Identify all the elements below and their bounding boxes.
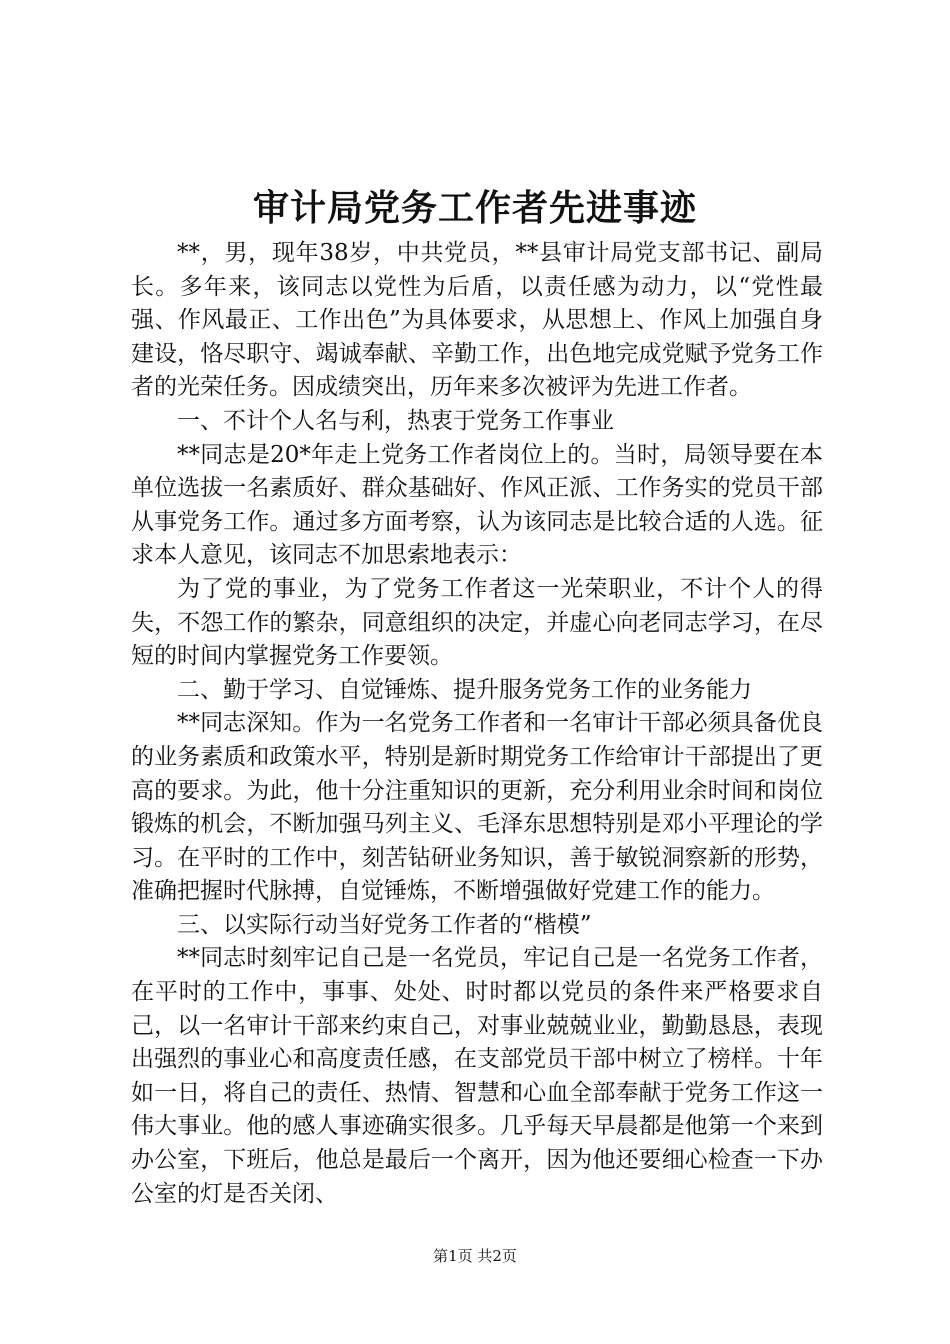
section-heading-1: 一、不计个人名与利，热衷于党务工作事业 <box>177 407 614 434</box>
section-heading-2: 二、勤于学习、自觉锤炼、提升服务党务工作的业务能力 <box>177 676 752 703</box>
page-footer: 第1页 共2页 <box>433 1247 517 1265</box>
paragraph-quote: 为了党的事业，为了党务工作者这一光荣职业，不计个人的得失，不怨工作的繁杂，同意组织的决定，并虚心向老同志学习，在尽短的时间内掌握党务工作要领。 <box>131 575 823 670</box>
paragraph-section-3: **同志时刻牢记自己是一名党员，牢记自己是一名党务工作者，在平时的工作中，事事、处处、时时都以党员的条件来严格要求自己，以一名审计干部来约束自己，对事业兢兢业业，勤勤恳恳，表现出强烈的事业心和高度责任感，在支部党员干部中树立了榜样。十年如一日，将自己的责任、热情、智慧和心血全部奉献于党务工作这一伟大事业。他的感人事迹确实很多。几乎每天早晨都是他第一个来到办公室，下班后，他总是最后一个离开，因为他还要细心检查一下办公室的灯是否关闭、 <box>131 945 823 1207</box>
paragraph-section-2: **同志深知。作为一名党务工作者和一名审计干部必须具备优良的业务素质和政策水平，特别是新时期党务工作给审计干部提出了更高的要求。为此，他十分注重知识的更新，充分利用业余时间和岗位锻炼的机会，不断加强马列主义、毛泽东思想特别是邓小平理论的学习。在平时的工作中，刻苦钻研业务知识，善于敏锐洞察新的形势，准确把握时代脉搏，自觉锤炼，不断增强做好党建工作的能力。 <box>131 710 823 905</box>
document-body <box>131 237 823 1211</box>
document-title: 审计局党务工作者先进事迹 <box>252 187 697 229</box>
paragraph-intro: **，男，现年38岁，中共党员，**县审计局党支部书记、副局长。多年来，该同志以党性为后盾，以责任感为动力，以“党性最强、作风最正、工作出色”为具体要求，从思想上、作风上加强自身建设，恪尽职守、竭诚奉献、辛勤工作，出色地完成党赋予党务工作者的光荣任务。因成绩突出，历年来多次被评为先进工作者。 <box>131 240 823 401</box>
paragraph-section-1: **同志是20*年走上党务工作者岗位上的。当时，局领导要在本单位选拔一名素质好、群众基础好、作风正派、工作务实的党员干部从事党务工作。通过多方面考察，认为该同志是比较合适的人选。征求本人意见，该同志不加思索地表示： <box>131 441 823 569</box>
section-heading-3: 三、以实际行动当好党务工作者的“楷模” <box>177 911 592 938</box>
